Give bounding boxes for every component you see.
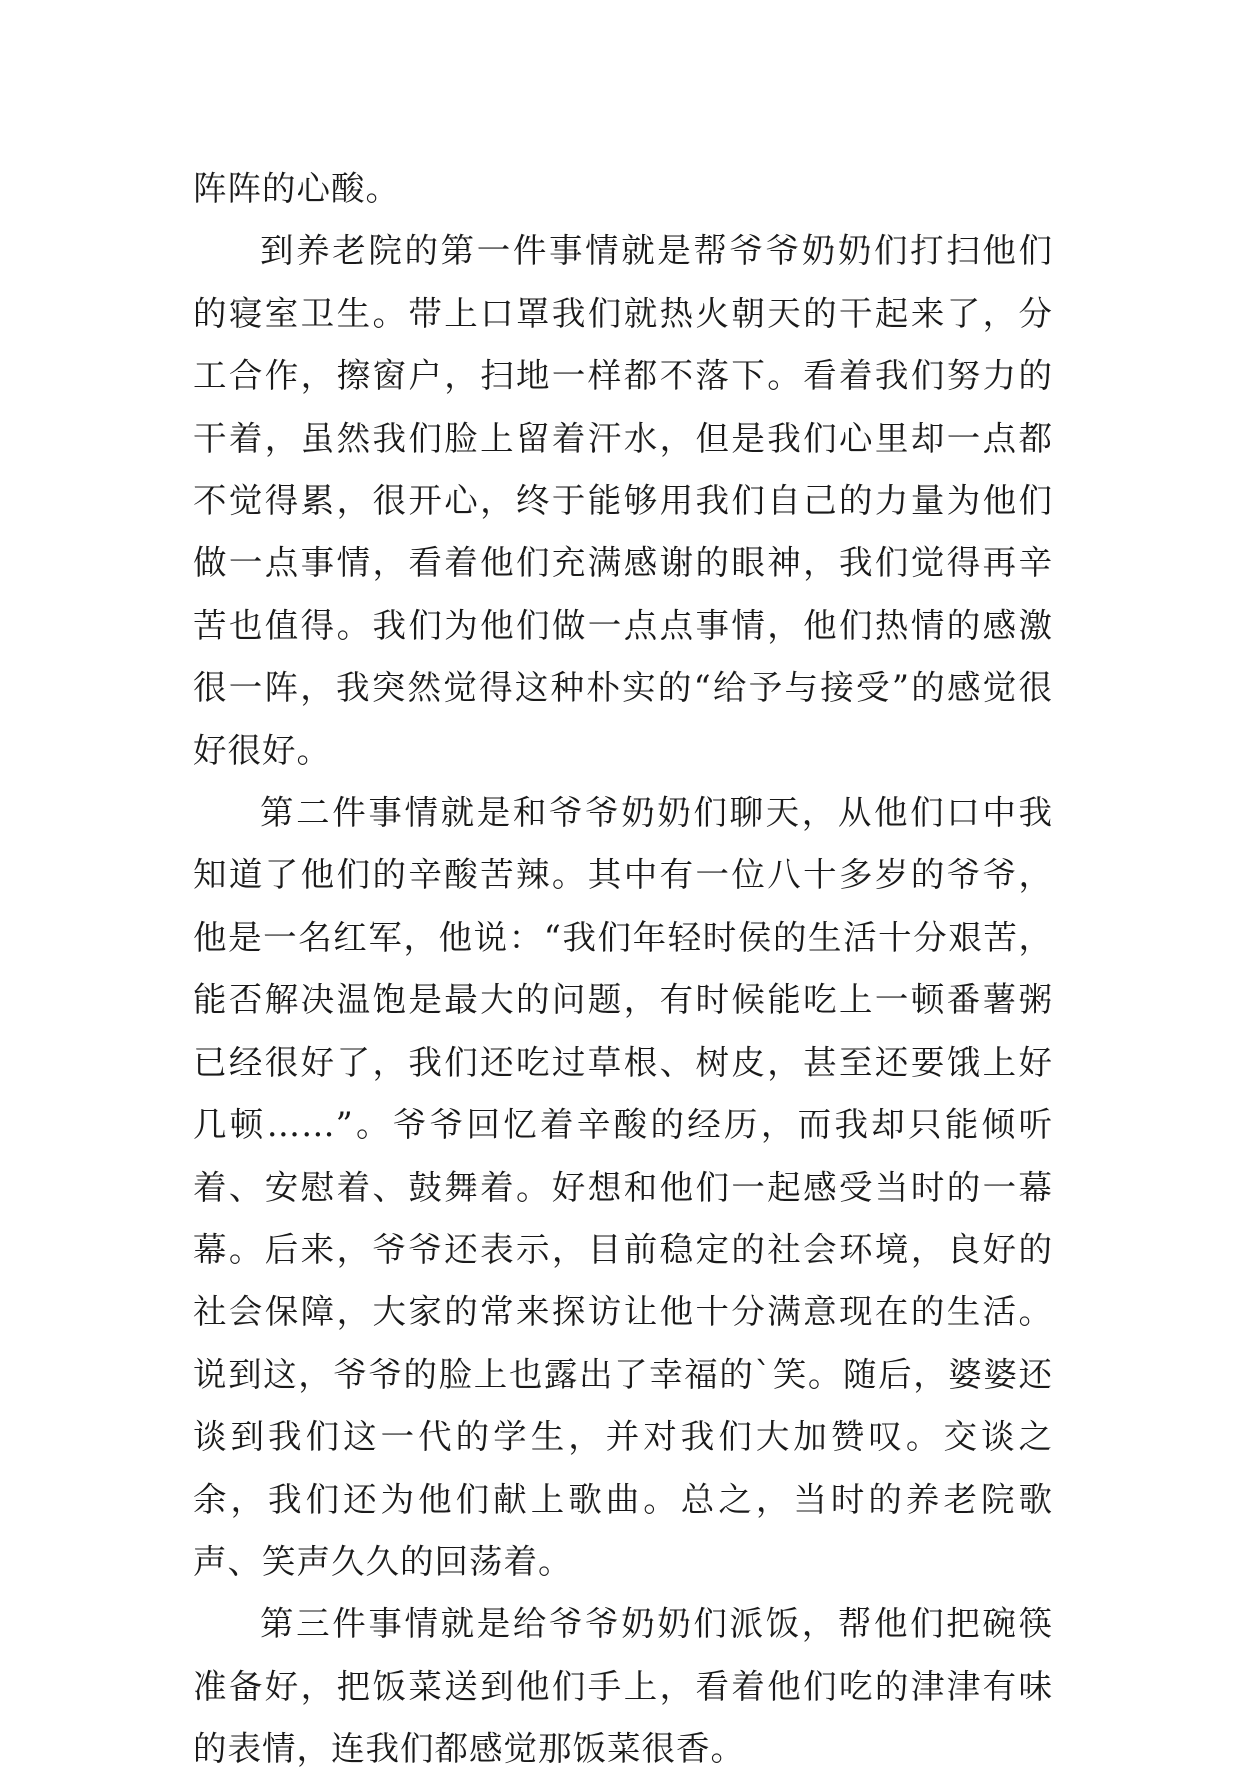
paragraph-third-task: 第三件事情就是给爷爷奶奶们派饭，帮他们把碗筷准备好，把饭菜送到他们手上，看着他们吃的津津有味的表情，连我们都感觉那饭菜很香。 bbox=[193, 1604, 1053, 1769]
document-body bbox=[193, 158, 1053, 1781]
paragraph-second-task: 第二件事情就是和爷爷奶奶们聊天，从他们口中我知道了他们的辛酸苦辣。其中有一位八十多岁的爷爷，他是一名红军，他说：“我们年轻时侯的生活十分艰苦，能否解决温饱是最大的问题，有时候能吃上一顿番薯粥已经很好了，我们还吃过草根、树皮，甚至还要饿上好几顿……”。爷爷回忆着辛酸的经历，而我却只能倾听着、安慰着、鼓舞着。好想和他们一起感受当时的一幕幕。后来，爷爷还表示，目前稳定的社会环境，良好的社会保障，大家的常来探访让他十分满意现在的生活。说到这，爷爷的脸上也露出了幸福的`笑。随后，婆婆还谈到我们这一代的学生，并对我们大加赞叹。交谈之余，我们还为他们献上歌曲。总之，当时的养老院歌声、笑声久久的回荡着。 bbox=[193, 793, 1053, 1581]
paragraph-first-task: 到养老院的第一件事情就是帮爷爷奶奶们打扫他们的寝室卫生。带上口罩我们就热火朝天的干起来了，分工合作，擦窗户，扫地一样都不落下。看着我们努力的干着，虽然我们脸上留着汗水，但是我们心里却一点都不觉得累，很开心，终于能够用我们自己的力量为他们做一点事情，看着他们充满感谢的眼神，我们觉得再辛苦也值得。我们为他们做一点点事情，他们热情的感激很一阵，我突然觉得这种朴实的“给予与接受”的感觉很好很好。 bbox=[193, 231, 1053, 770]
paragraph-continuation: 阵阵的心酸。 bbox=[193, 169, 400, 208]
